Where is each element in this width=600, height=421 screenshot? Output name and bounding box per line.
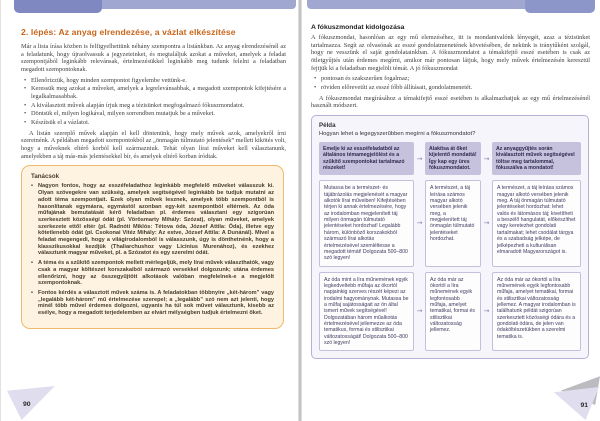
grid-cell: A természet, a táj leírása számos magyar alkotó versében jelenik meg. A táj önmagán túlmutató jelentéseket hordozhat: lehet valós és látomásos táj; kivetítheti a beszélő hangulatát, előkészíthet vagy keretezhet gondolati tartalmakat; lehet csodálat tárgya és a szabadság jelképe, de jelképezheti a kulturálisan elmaradott Magyarországot is. bbox=[492, 180, 581, 266]
grid-cell: Az óda mint a líra műnemének egyik legkedveltebb műfaja az ókortól napjainkig szerves részét képezi az irodalmi hagyománynak. Mutassa be a műfaj sajátosságait az ön által ismert művek segítségével! Dolgozatában három műalkotás értelmezésével jellemezze az óda tematikus, formai és stilisztikai változatosságát! Dolgozata 500–800 szó legyen! bbox=[319, 272, 414, 352]
focus-sentence-grid bbox=[319, 142, 581, 351]
example-box bbox=[311, 115, 589, 359]
focus-bullet-list bbox=[311, 75, 590, 91]
step-heading: 2. lépés: Az anyag elrendezése, a vázlat elkészítése bbox=[21, 27, 236, 37]
arrow-right-icon: → bbox=[416, 154, 423, 163]
page-corner-fold bbox=[551, 387, 599, 420]
grid-header-cell: Emelje ki az esszéfeladatból az általános témamegjelölést és a szűkítő szempontokat tartalmazó részeket! bbox=[319, 142, 414, 175]
advice-box-title: Tanácsok bbox=[31, 173, 60, 181]
intro-paragraph: Már a lista írása közben is felfigyelhettünk néhány szempontra a listánkban. Az anyag elrendezésénél az a feladatunk, hogy újraolvassuk a jegyzeteinket, és megtaláljuk azokat a műveket, amelyek a feladat szempontjából leginkább relevánsak, értelmezésükkel leginkább meg tudunk felelni a feladatban megadott szempontoknak. bbox=[21, 43, 286, 74]
page-number-left: 90 bbox=[23, 401, 31, 408]
grid-header-cell: Az anyaggyűjtés során kiválasztott művek segítségével töltse meg tartalommal, fókuszálva a mondatot! bbox=[492, 142, 581, 175]
bullet-item: • röviden előrevetíti az esszé főbb állításait, gondolatmenetét. bbox=[314, 84, 590, 92]
arrow-right-icon: → bbox=[483, 307, 490, 316]
arrow-right-icon: → bbox=[416, 307, 423, 316]
bullet-item: • Ellenőrizzük, hogy minden szempontot figyelembe vettünk-e. bbox=[24, 77, 286, 85]
grid-cell: Az óda már az ókortól a líra műnemének egyik legfontosabb műfaja, amelyet tematikai, formai és stilisztikai változatosság jellemez. A magyar irodalomban is találhatunk példát szigorúan szerkesztett közösségi ódára és a gondolati ódára, de jelen van ódaköltészetükben a szerelmi tematika is. bbox=[492, 272, 581, 352]
arrow-right-icon: → bbox=[416, 219, 423, 228]
advice-item: • A téma és a szűkítő szempontok mellett mérlegeljük, mely lírai művek választhatók, vagy csak a magyar költészet korszakaiból származó versekkel dolgozunk; utána érdemes ellenőrizni, hogy az összegyűjtött alkotások valóban megfelelnek-e a megjelölt szempontoknak. bbox=[31, 260, 274, 287]
bullet-item: • A kiválasztott művek alapján írjuk meg a tézisünket megfogalmazó fókuszmondatot. bbox=[24, 102, 286, 110]
page-left bbox=[0, 0, 299, 421]
intro-paragraph: A fókuszmondat, hasonlóan az egy mű elemzéséhez, itt is mondanivalónk lényegét, azaz a tézisünket tartalmazza. Segít az olvasónak az esszé gondolatmenetének követésében, de nekünk is iránytűként szolgál, hogy ne vesszünk el saját gondolatainkban. A fókuszmondatot a témakifejtő esszé esetében is csak az ötletgyűjtés után érdemes megírni, amikor már pontosan látjuk, hogy mely művek értelmezésén keresztül fejtjük ki a feladatban megjelölt témát. A jó fókuszmondat bbox=[311, 34, 590, 72]
grid-cell: Az óda már az ókortól a líra műnemének egyik legfontosabb műfaja, amelyet tematikai, formai és stilisztikai változatosság jellemez. bbox=[425, 272, 481, 352]
page-number-right: 91 bbox=[580, 402, 588, 409]
example-box-title: Példa bbox=[319, 122, 336, 130]
grid-cell: A természet, a táj leírása számos magyar alkotó versében jelenik meg, a megjelenített táj önmagán túlmutató jelentéseket hordozhat. bbox=[425, 180, 481, 266]
advice-box bbox=[21, 165, 284, 328]
bullet-item: • Keressük meg azokat a műveket, amelyek a legrelevánsabbak, a megadott szempontok kifejtésére a legalkalmasabbak. bbox=[24, 85, 286, 100]
page-right bbox=[302, 0, 600, 421]
second-paragraph: A fókuszmondat megírásához a témakifejtő esszé esetében is alkalmazhatjuk az egy mű értelmezésénél használt módszert. bbox=[311, 94, 590, 110]
grid-cell: Mutassa be a természet- és tájábrázolás megjelenését a magyar alkotók lírai műveiben! Kifejtésében térjen ki annak értelmezésére, hogy az irodalomban megjelenített táj milyen önmagán túlmutató jelentéseket hordozhat! Legalább három, különböző korszakokból származó lírai alkotás értelmezésével szemléltesse a megadott témát! Dolgozata 500–800 szó legyen! bbox=[319, 180, 414, 266]
page-corner-fold bbox=[6, 386, 58, 420]
step-bullet-list bbox=[21, 77, 286, 127]
grid-header-cell: Alakítsa át őket kijelentő mondattá! Így kap egy üres fókuszmondatot. bbox=[425, 142, 481, 175]
second-paragraph: A listán szereplő művek alapján el kell döntenünk, hogy mely művek azok, amelyekről írni szeretnénk. A példában megadott szempontokból az „önmagán túlmutató jelentések” mellett kikötés volt, hogy a műveknek eltérő korból kell származniuk. Tehát olyan lírai műveket kell választanunk, amelyekben a táj más-más jelentésekkel bír, és amelyek eltérő korban íródtak. bbox=[21, 129, 286, 160]
arrow-right-icon: → bbox=[483, 219, 490, 228]
bullet-item: • pontosan és szakszerűen fogalmaz; bbox=[314, 75, 590, 83]
bullet-item: • Készítsük el a vázlatot. bbox=[24, 119, 286, 127]
section-heading: A fókuszmondat kidolgozása bbox=[311, 24, 405, 31]
example-box-subtitle: Hogyan lehet a legegyszerűbben megírni a fókuszmondatot? bbox=[319, 131, 476, 138]
bullet-item: • Döntsük el, milyen logikával, milyen sorrendben mutatjuk be a műveket. bbox=[24, 110, 286, 118]
right-page-content bbox=[302, 0, 600, 359]
arrow-right-icon: → bbox=[483, 154, 490, 163]
advice-item: • Fontos kérdés a választott művek száma is. A feladatokban többnyire „két-három” vagy „legalább két-három” mű értelmezése szerepel; a „legalább” szó nem azt jelenti, hogy minél több művel érdemes dolgozni, ugyanis ha túl sok művet választunk, kisebb az esélye, hogy a megadott terjedelemben az elvárt mélységben tudjuk értelmezni őket. bbox=[31, 290, 274, 317]
left-page-content bbox=[1, 0, 299, 329]
advice-item: • Nagyon fontos, hogy az esszéfeladathoz leginkább megfelelő műveket válasszuk ki. Olyan szövegekre van szükség, amelyek segítségével leginkább be tudjuk mutatni az adott téma szempontjait. Ezek olyan művek lesznek, amelyek több szempontból is hasonlítanak egymásra, egymástól azonban egy-két szempontból eltérnek. Az óda műfajának bemutatását kérő feladatban pl. érdemes választani egy szigorúan szerkesztett közösségi ódát (pl. Vörösmarty Mihály: Szózat), olyan műveket, amelyek szerkezete ettől eltér (pl. Radnóti Miklós: Tétova óda, József Attila: Óda), illetve egy kötetlenebb ódát (pl. Csokonai Vitéz Mihály: Az estve, József Attila: A Dunánál). Mivel a feladat megengedi, hogy a világirodalomból is válasszunk, úgy is dönthetnénk, hogy a klasszikusokkal kezdjük (Thaliarchushoz vagy Licinius Murenához), és ezekhez választunk magyar műveket, pl. a Szózatot és egy szerelmi ódát. bbox=[31, 183, 274, 257]
advice-list bbox=[31, 183, 274, 316]
